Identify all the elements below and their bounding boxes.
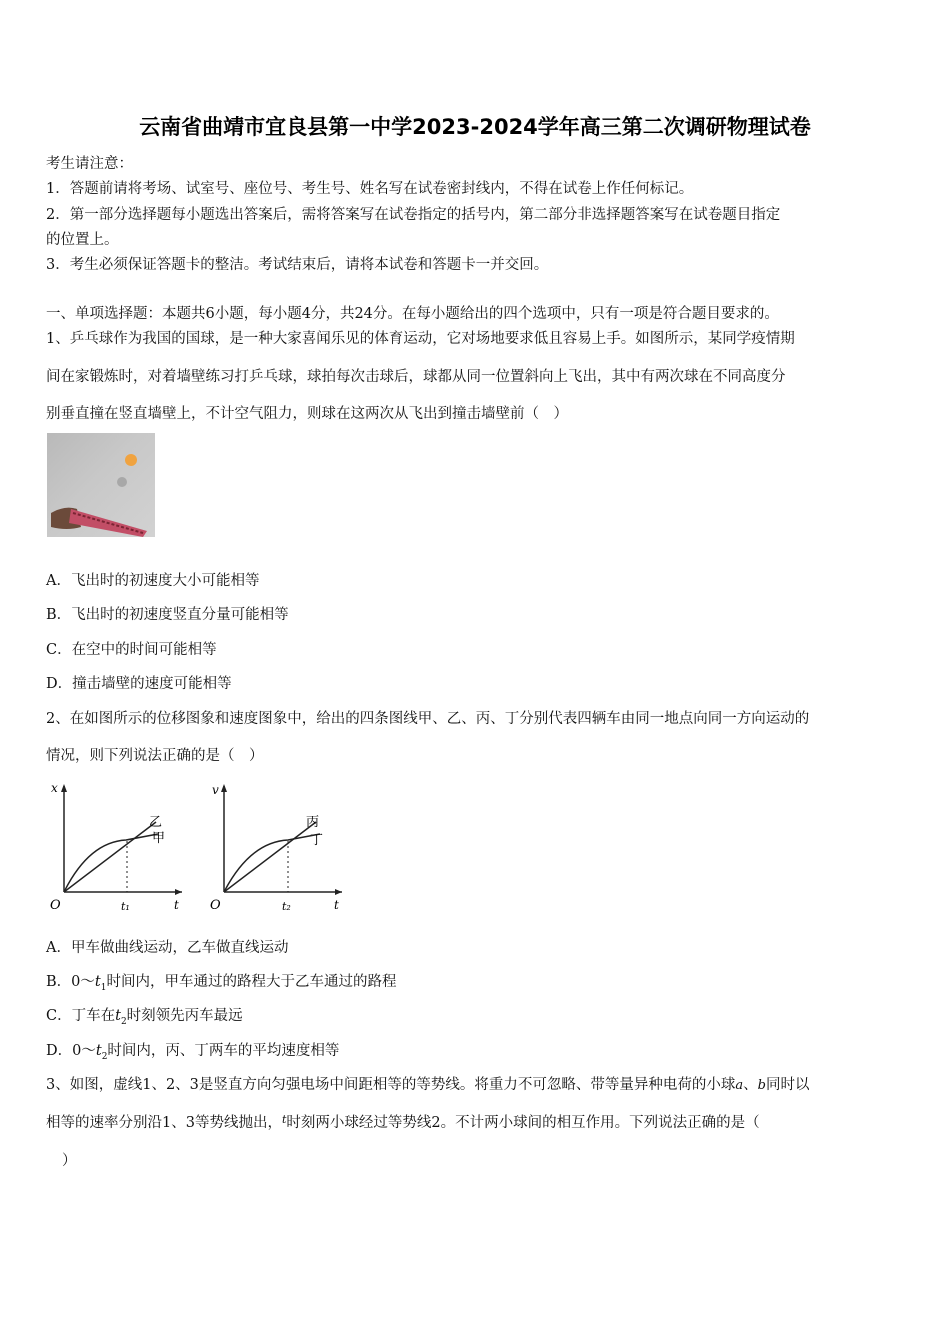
q3-line-3: ）	[62, 1153, 77, 1169]
xt-x-label: t	[174, 898, 179, 912]
vt-y-label: v	[212, 783, 219, 797]
q1-option-c: C．在空中的时间可能相等	[46, 642, 217, 658]
q2-option-d-prefix: D．0～	[46, 1043, 96, 1059]
vt-tick-label: t₂	[282, 900, 291, 913]
q1-option-b: B．飞出时的初速度竖直分量可能相等	[46, 607, 289, 623]
paddle-hand-icon	[51, 493, 151, 537]
q3-line-1	[46, 1073, 810, 1094]
q3-sep: 、	[743, 1077, 758, 1093]
q3-line-2-text: 相等的速率分别沿1、3等势线抛出，	[46, 1115, 282, 1131]
q1-line-3: 别垂直撞在竖直墙壁上，不计空气阻力，则球在这两次从飞出到撞击墙壁前（ ）	[46, 406, 568, 422]
ball-blur	[117, 477, 127, 487]
q2-option-d-sub: 2	[101, 1051, 108, 1062]
notice-item-3: 3．考生必须保证答题卡的整洁。考试结束后，请将本试卷和答题卡一并交回。	[46, 257, 549, 273]
vt-x-label: t	[334, 898, 339, 912]
q2-line-1: 2、在如图所示的位移图象和速度图象中，给出的四条图线甲、乙、丙、丁分别代表四辆车由同一地点向同一方向运动的	[46, 711, 810, 727]
vt-origin-label: O	[210, 898, 221, 913]
xt-graph	[44, 780, 186, 920]
q3-var-t: t	[281, 1113, 287, 1126]
xt-line-yi	[64, 822, 156, 892]
q3-line-2	[46, 1111, 760, 1132]
vt-x-arrow	[335, 889, 342, 895]
q2-option-d-var: t	[95, 1043, 102, 1059]
q2-option-a: A．甲车做曲线运动，乙车做直线运动	[46, 940, 289, 956]
q3-line-2-end: 时刻两小球经过等势线2。不计两小球间的相互作用。下列说法正确的是（	[286, 1115, 760, 1131]
q3-var-a: a	[735, 1078, 744, 1093]
vt-line-bing	[224, 822, 316, 892]
q2-option-d	[46, 1039, 339, 1062]
q3-var-b: b	[757, 1078, 766, 1093]
q2-option-b-prefix: B．0～	[46, 974, 95, 990]
q2-option-b	[46, 970, 396, 993]
q2-line-2: 情况，则下列说法正确的是（ ）	[46, 748, 264, 764]
q1-option-d: D．撞击墙壁的速度可能相等	[46, 676, 232, 692]
q1-line-2: 间在家锻炼时，对着墙壁练习打乒乓球，球拍每次击球后，球都从同一位置斜向上飞出，其中有两次球在不同高度分	[46, 369, 786, 385]
q2-option-b-text: 时间内，甲车通过的路程大于乙车通过的路程	[106, 974, 397, 990]
vt-curve-ding	[224, 834, 320, 892]
vt-curve-label-bing: 丙	[306, 815, 320, 830]
q2-option-c	[46, 1004, 243, 1027]
notice-heading: 考生请注意：	[46, 156, 133, 172]
xt-x-arrow	[175, 889, 182, 895]
q2-option-c-prefix: C．丁车在	[46, 1008, 116, 1024]
q2-option-c-text: 时刻领先丙车最远	[126, 1008, 243, 1024]
section-heading: 一、单项选择题：本题共6小题，每小题4分，共24分。在每小题给出的四个选项中，只有一项是符合题目要求的。	[46, 306, 779, 322]
notice-item-1: 1．答题前请将考场、试室号、座位号、考生号、姓名写在试卷密封线内，不得在试卷上作任何标记。	[46, 181, 694, 197]
q1-option-a: A．飞出时的初速度大小可能相等	[46, 573, 260, 589]
xt-y-label: x	[51, 781, 58, 795]
vt-graph	[206, 780, 348, 920]
q3-line-1-text: 3、如图，虚线1、2、3是竖直方向匀强电场中间距相等的等势线。将重力不可忽略、带等量异种电荷的小球	[46, 1077, 736, 1093]
vt-y-arrow	[221, 784, 227, 792]
notice-item-2-cont: 的位置上。	[46, 232, 119, 248]
xt-tick-label: t₁	[121, 900, 130, 913]
q1-photo	[47, 433, 155, 537]
xt-y-arrow	[61, 784, 67, 792]
page-title: 云南省曲靖市宜良县第一中学2023-2024学年高三第二次调研物理试卷	[139, 115, 811, 139]
q2-option-b-var: t	[94, 974, 101, 990]
xt-curve-label-yi: 乙	[149, 815, 163, 830]
q2-option-b-sub: 1	[100, 982, 107, 993]
q1-line-1: 1、乒乓球作为我国的国球，是一种大家喜闻乐见的体育运动，它对场地要求低且容易上手。如图所示，某同学疫情期	[46, 331, 795, 347]
q3-line-1-end: 同时以	[766, 1077, 810, 1093]
q2-option-d-text: 时间内，丙、丁两车的平均速度相等	[107, 1043, 340, 1059]
xt-origin-label: O	[50, 898, 61, 913]
ping-pong-ball	[125, 454, 137, 466]
q2-option-c-var: t	[115, 1008, 121, 1024]
xt-curve-jia	[64, 834, 158, 892]
q2-option-c-sub: 2	[120, 1016, 127, 1027]
notice-item-2: 2．第一部分选择题每小题选出答案后，需将答案写在试卷指定的括号内，第二部分非选择题答案写在试卷题目指定	[46, 207, 781, 223]
xt-curve-label-jia: 甲	[152, 831, 166, 846]
vt-curve-label-ding: 丁	[310, 833, 324, 848]
